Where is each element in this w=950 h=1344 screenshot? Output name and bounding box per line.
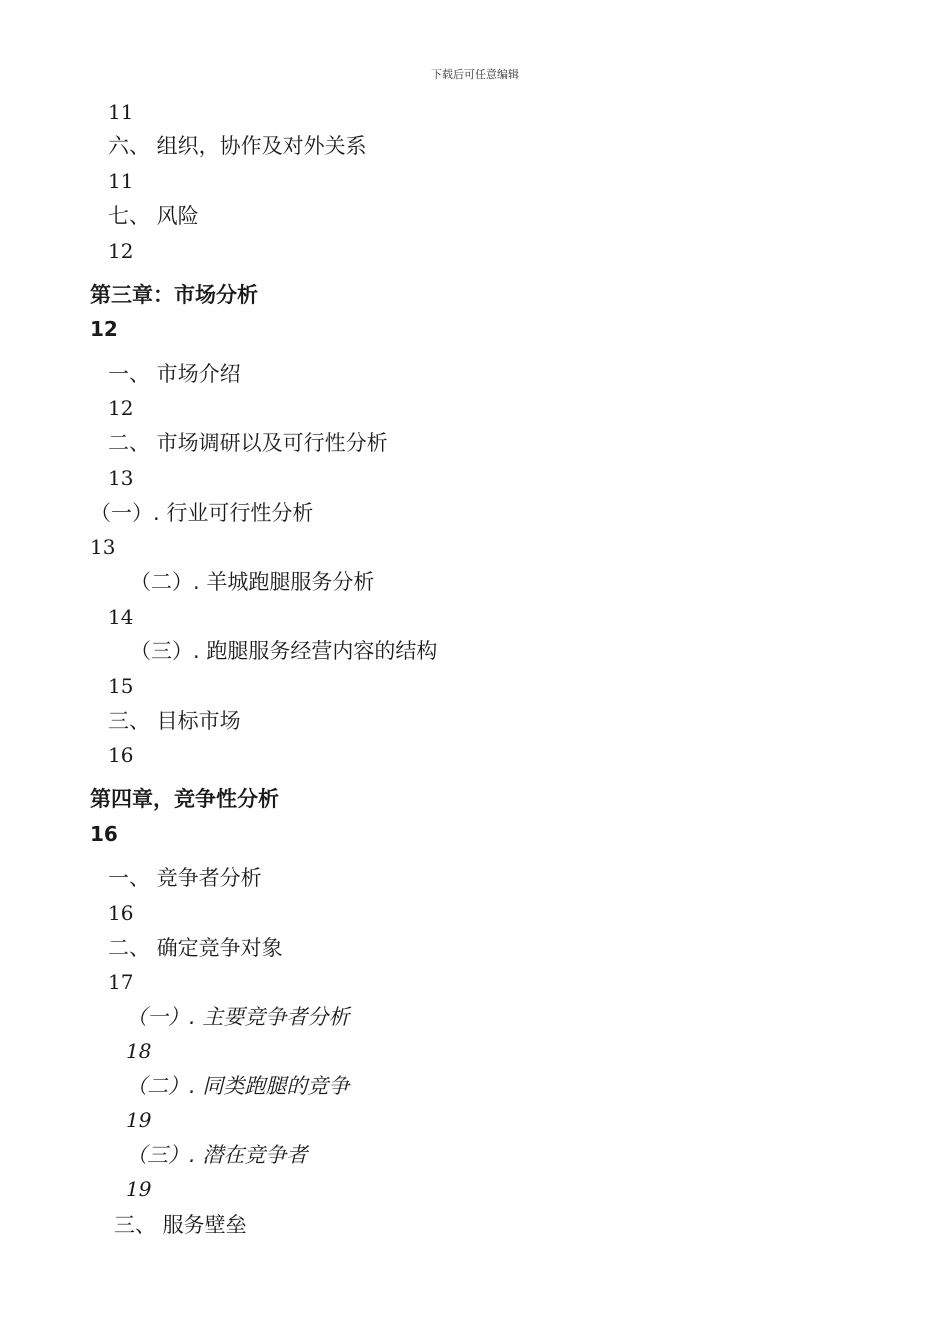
page-header: 下载后可任意编辑 — [431, 68, 519, 81]
toc-page-number: 13 — [90, 535, 116, 559]
toc-entry-label: （三）. 跑腿服务经营内容的结构 — [130, 639, 438, 663]
toc-chapter-label: 第四章，竞争性分析 — [90, 787, 279, 811]
toc-page-number: 15 — [108, 674, 134, 698]
toc-page-number: 12 — [108, 396, 134, 420]
toc-entry-label: （三）. 潜在竞争者 — [126, 1143, 308, 1167]
toc-entry-label: 三、 服务壁垒 — [114, 1213, 247, 1237]
toc-page-number: 18 — [126, 1039, 152, 1063]
toc-entry-label: 七、 风险 — [108, 204, 199, 228]
toc-page-number: 14 — [108, 605, 134, 629]
toc-page-number: 17 — [108, 970, 134, 994]
toc-entry-label: 一、 市场介绍 — [108, 362, 241, 386]
toc-entry-label: 一、 竞争者分析 — [108, 866, 262, 890]
toc-entry-label: （二）. 羊城跑腿服务分析 — [130, 570, 375, 594]
toc-chapter-label: 第三章：市场分析 — [90, 283, 258, 307]
toc-page-number: 16 — [108, 901, 134, 925]
toc-entry-label: 二、 确定竞争对象 — [108, 936, 283, 960]
toc-page-number: 12 — [90, 317, 118, 341]
toc-page-number: 16 — [108, 743, 134, 767]
toc-page-number: 11 — [108, 169, 134, 193]
toc-page-number: 12 — [108, 239, 134, 263]
toc-page-number: 19 — [126, 1108, 152, 1132]
toc-entry-label: （一）. 主要竞争者分析 — [126, 1005, 350, 1029]
toc-page-number: 19 — [126, 1177, 152, 1201]
toc-entry-label: （二）. 同类跑腿的竞争 — [126, 1074, 350, 1098]
toc-entry-label: 二、 市场调研以及可行性分析 — [108, 431, 388, 455]
toc-entry-label: （一）. 行业可行性分析 — [90, 501, 314, 525]
toc-page-number: 13 — [108, 466, 134, 490]
toc-entry-label: 六、 组织，协作及对外关系 — [108, 134, 367, 158]
toc-entry-label: 三、 目标市场 — [108, 709, 241, 733]
toc-page-number: 16 — [90, 822, 118, 846]
toc-page-number: 11 — [108, 100, 134, 124]
